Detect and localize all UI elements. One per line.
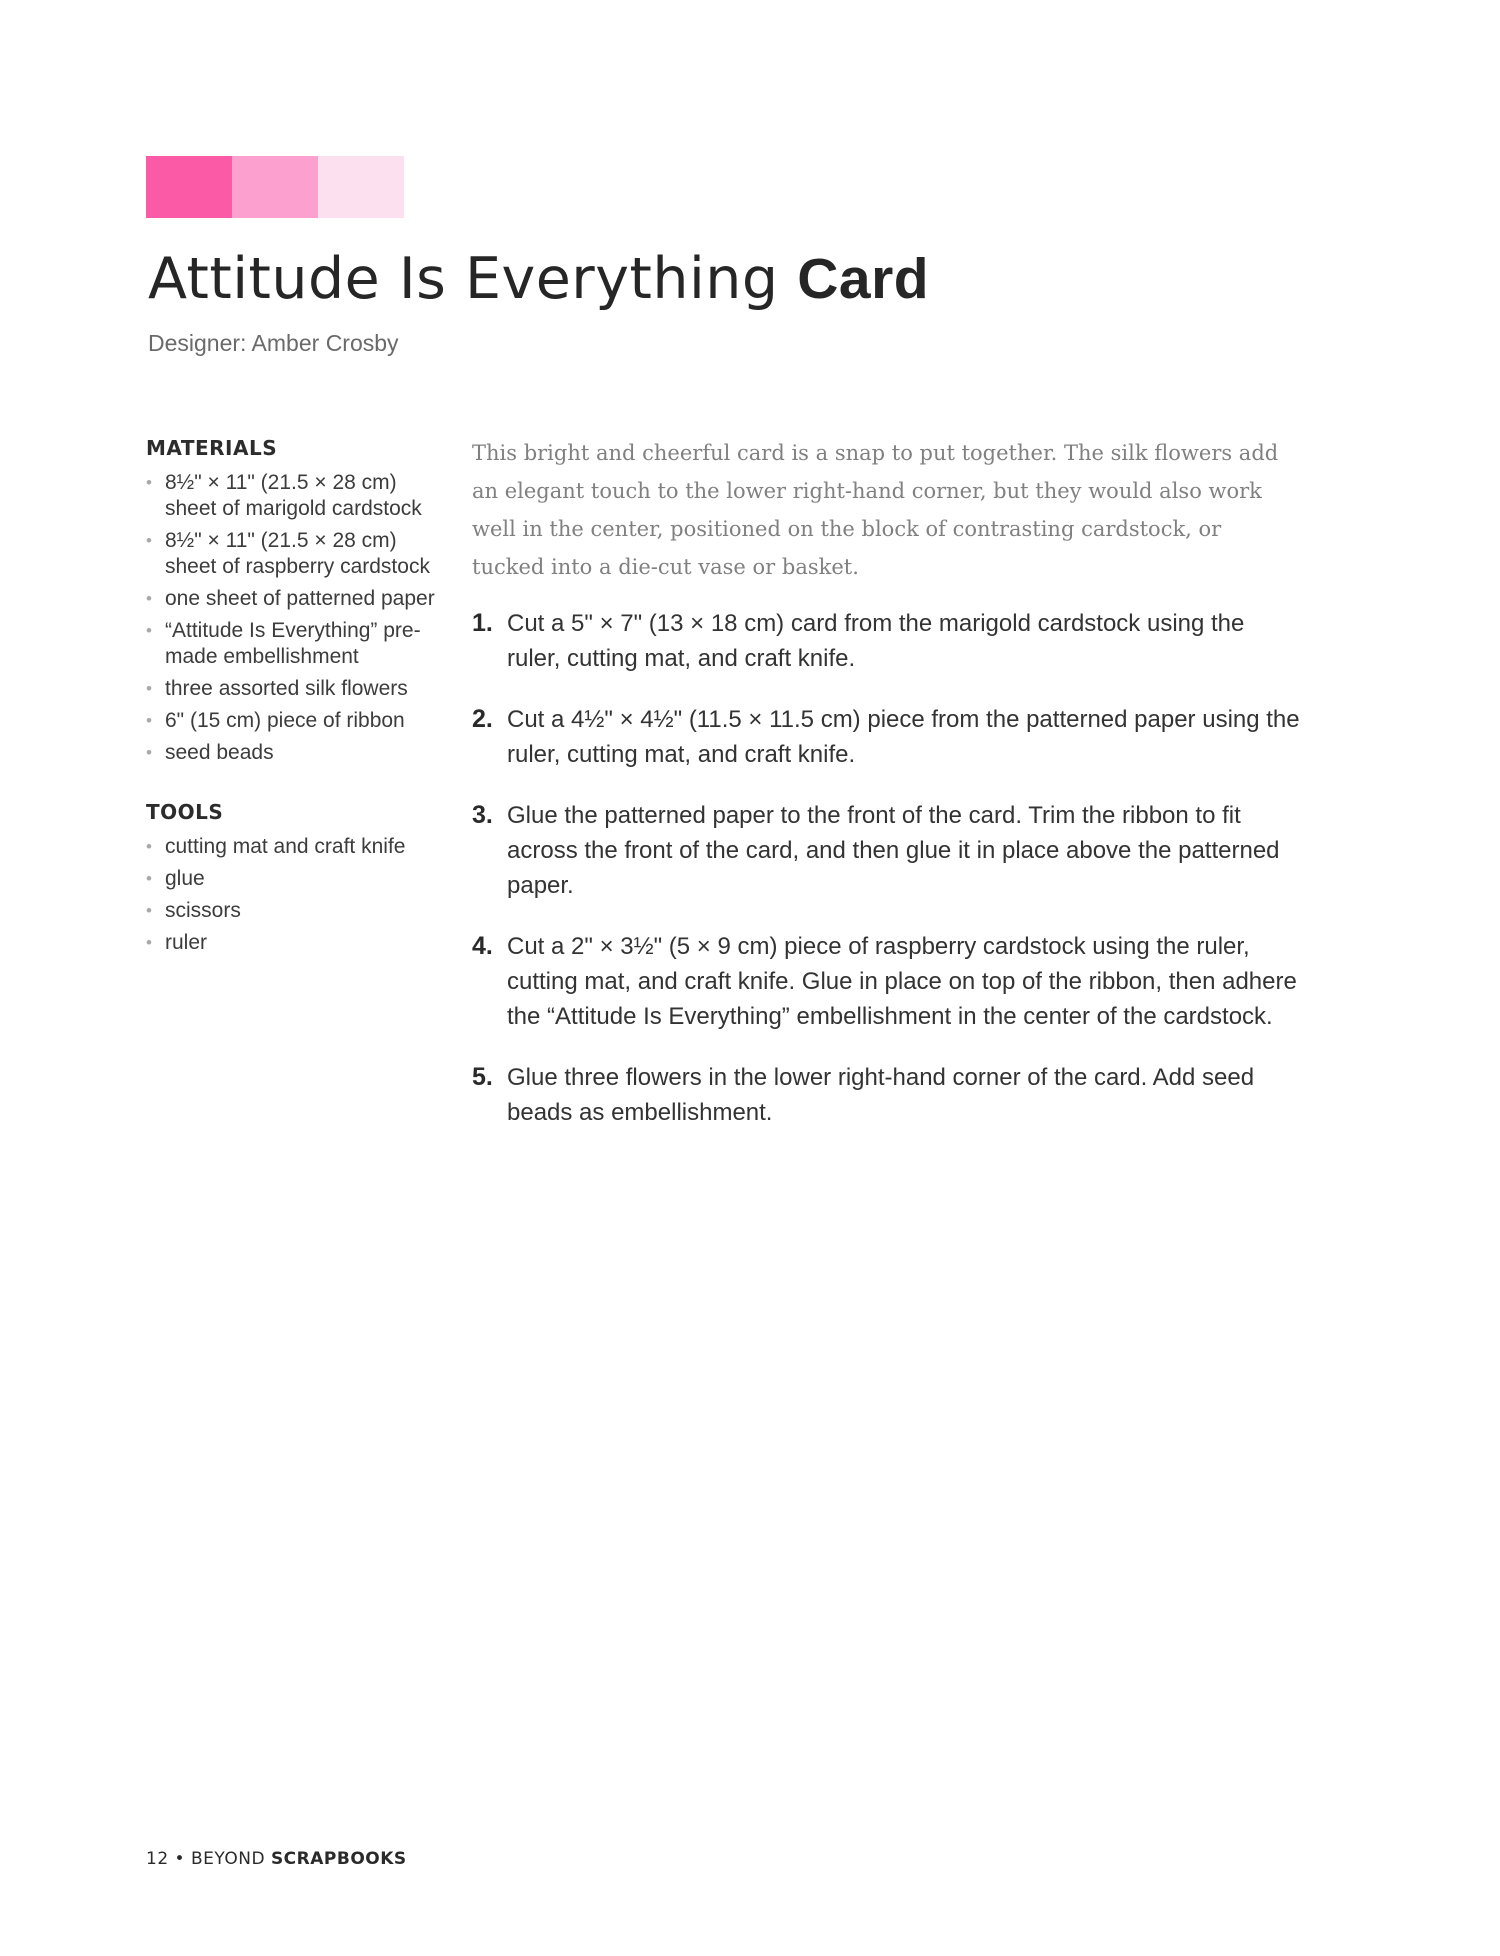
page-footer [146,1849,407,1869]
step-number: 3. [472,801,493,829]
bullet-icon: • [146,473,152,492]
tools-item-text: scissors [165,899,241,922]
tools-item [146,930,436,956]
book-title-light: BEYOND [190,1849,266,1869]
step-number: 4. [472,932,493,960]
steps-list [472,606,1300,1130]
materials-item [146,676,436,702]
bullet-icon: • [146,621,152,640]
materials-item-text: 8½" × 11" (21.5 × 28 cm) sheet of marigold cardstock [165,471,422,520]
step-number: 1. [472,609,493,637]
bullet-icon: • [146,869,152,888]
step-text: Glue the patterned paper to the front of the card. Trim the ribbon to fit across the front of the card, and then glue it in place above the patterned paper. [507,802,1280,899]
tools-item-text: cutting mat and craft knife [165,835,406,858]
bullet-icon: • [146,901,152,920]
tools-heading: TOOLS [146,800,224,824]
page-title [148,246,929,312]
step-item [472,929,1300,1034]
intro-paragraph: This bright and cheerful card is a snap to put together. The silk flowers add an elegant touch to the lower right-hand corner, but they would also work well in the center, positioned on the block of contrasting cardstock, or tucked into a die-cut vase or basket. [472,441,1279,579]
materials-item [146,618,436,670]
materials-item-text: one sheet of patterned paper [165,587,435,610]
materials-item [146,528,436,580]
bullet-icon: • [146,589,152,608]
step-text: Glue three flowers in the lower right-hand corner of the card. Add seed beads as embellishment. [507,1064,1255,1126]
bullet-icon: • [146,837,152,856]
tools-item-text: glue [165,867,205,890]
color-swatch-dark [146,156,232,218]
step-number: 2. [472,705,493,733]
materials-item [146,708,436,734]
step-item [472,798,1300,903]
materials-item [146,586,436,612]
tools-item [146,866,436,892]
materials-item [146,470,436,522]
step-text: Cut a 5" × 7" (13 × 18 cm) card from the marigold cardstock using the ruler, cutting mat, and craft knife. [507,610,1245,672]
step-item [472,606,1300,676]
bullet-icon: • [146,531,152,550]
book-title-bold: SCRAPBOOKS [270,1849,407,1869]
sidebar [146,436,436,962]
materials-item [146,740,436,766]
color-swatch-medium [232,156,318,218]
bullet-icon: • [146,679,152,698]
step-item [472,1060,1300,1130]
materials-heading: MATERIALS [146,436,278,460]
page-number: 12 [146,1849,169,1869]
materials-list [146,470,436,766]
materials-item-text: 8½" × 11" (21.5 × 28 cm) sheet of raspberry cardstock [165,529,430,578]
materials-item-text: 6" (15 cm) piece of ribbon [165,709,405,732]
step-text: Cut a 2" × 3½" (5 × 9 cm) piece of raspberry cardstock using the ruler, cutting mat, and craft knife. Glue in place on top of the ribbon, then adhere the “Attitude Is Everything” embellishment in the center of the cardstock. [507,933,1297,1030]
color-swatch-light [318,156,404,218]
step-text: Cut a 4½" × 4½" (11.5 × 11.5 cm) piece from the patterned paper using the ruler, cutting mat, and craft knife. [507,706,1300,768]
page-title-light: Attitude Is Everything [148,246,779,312]
step-number: 5. [472,1063,493,1091]
materials-item-text: “Attitude Is Everything” pre-made embellishment [165,619,421,668]
tools-list [146,834,436,956]
bullet-icon: • [146,933,152,952]
color-swatch-bar [146,156,404,218]
bullet-icon: • [146,711,152,730]
main-content [472,434,1300,1156]
materials-item-text: seed beads [165,741,274,764]
tools-item [146,898,436,924]
tools-item [146,834,436,860]
tools-item-text: ruler [165,931,208,954]
designer-credit: Designer: Amber Crosby [148,330,399,356]
materials-item-text: three assorted silk flowers [165,677,408,700]
footer-separator: • [174,1849,186,1869]
bullet-icon: • [146,743,152,762]
step-item [472,702,1300,772]
page-title-bold: Card [797,247,930,311]
